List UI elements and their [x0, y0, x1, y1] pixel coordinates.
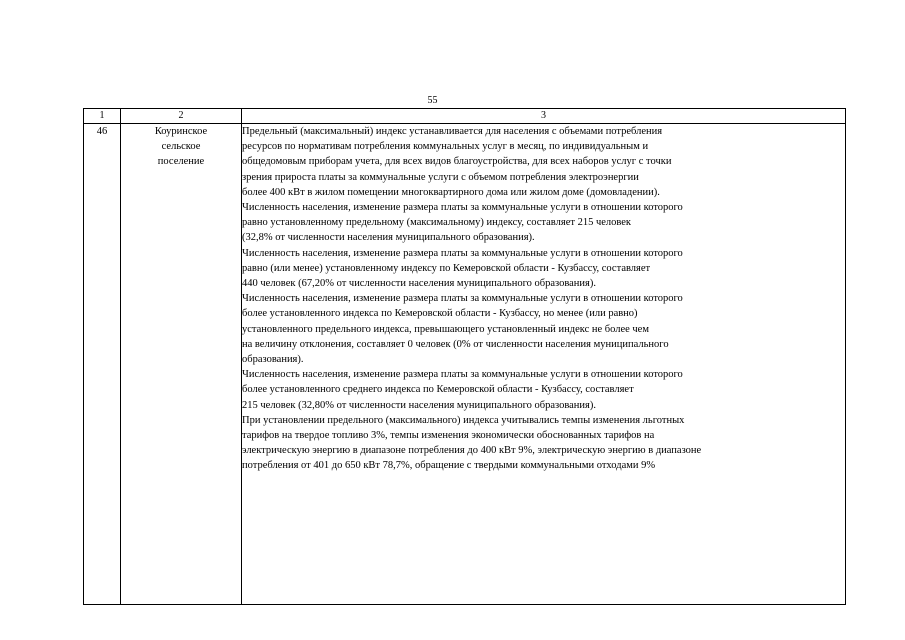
header-cell-2: 2: [121, 109, 242, 124]
table-header-row: [84, 109, 846, 124]
description-line: равно (или менее) установленному индексу по Кемеровской области - Кузбассу, составляет: [242, 262, 651, 274]
document-table: [83, 108, 846, 605]
description-line: ресурсов по нормативам потребления коммунальных услуг в месяц, по индивидуальным и: [242, 141, 649, 153]
description-line: Численность населения, изменение размера платы за коммунальные услуги в отношении которого: [242, 369, 683, 381]
description-line: Численность населения, изменение размера платы за коммунальные услуги в отношении которого: [242, 293, 683, 305]
description-line: зрения прироста платы за коммунальные услуги с объемом потребления электроэнергии: [242, 171, 639, 183]
description-line: потребления от 401 до 650 кВт 78,7%, обращение с твердыми коммунальными отходами 9%: [242, 460, 656, 472]
settlement-name-line: Коуринское: [154, 126, 208, 137]
table-row: [84, 124, 846, 605]
description-line: установленного предельного индекса, превышающего установленный индекс не более чем: [242, 323, 649, 335]
description-line: на величину отклонения, составляет 0 человек (0% от численности населения муниципального: [242, 338, 669, 350]
header-cell-3: 3: [242, 109, 846, 124]
description-line: При установлении предельного (максимального) индекса учитывались темпы изменения льготных: [242, 414, 685, 426]
settlement-name-cell: [121, 124, 242, 605]
description-line: образования).: [242, 354, 304, 366]
description-line: Предельный (максимальный) индекс устанавливается для населения с объемами потребления: [242, 126, 663, 137]
settlement-name-line: сельское: [161, 141, 201, 152]
description-line: электрическую энергию в диапазоне потребления до 400 кВт 9%, электрическую энергию в диапазоне: [242, 445, 702, 457]
description-line: Численность населения, изменение размера платы за коммунальные услуги в отношении которого: [242, 202, 683, 214]
description-line: 215 человек (32,80% от численности населения муниципального образования).: [242, 399, 597, 411]
description-line: равно установленному предельному (максимальному) индексу, составляет 215 человек: [242, 217, 632, 229]
description-line: более установленного среднего индекса по Кемеровской области - Кузбассу, составляет: [242, 384, 634, 396]
description-line: более установленного индекса по Кемеровской области - Кузбассу, но менее (или равно): [242, 308, 638, 320]
header-cell-1: 1: [84, 109, 121, 124]
row-number-cell: 46: [84, 124, 121, 605]
settlement-name-line: поселение: [157, 156, 205, 167]
page-number: 55: [427, 95, 438, 106]
description-line: более 400 кВт в жилом помещении многоквартирного дома или жилом доме (домовладении).: [242, 186, 660, 198]
description-line: 440 человек (67,20% от численности населения муниципального образования).: [242, 278, 597, 290]
description-line: тарифов на твердое топливо 3%, темпы изменения экономически обоснованных тарифов на: [242, 430, 655, 442]
description-line: общедомовым приборам учета, для всех видов благоустройства, для всех наборов услуг с точки: [242, 156, 672, 168]
description-line: (32,8% от численности населения муниципального образования).: [242, 232, 535, 244]
description-line: Численность населения, изменение размера платы за коммунальные услуги в отношении которого: [242, 247, 683, 259]
description-cell: [242, 124, 846, 605]
